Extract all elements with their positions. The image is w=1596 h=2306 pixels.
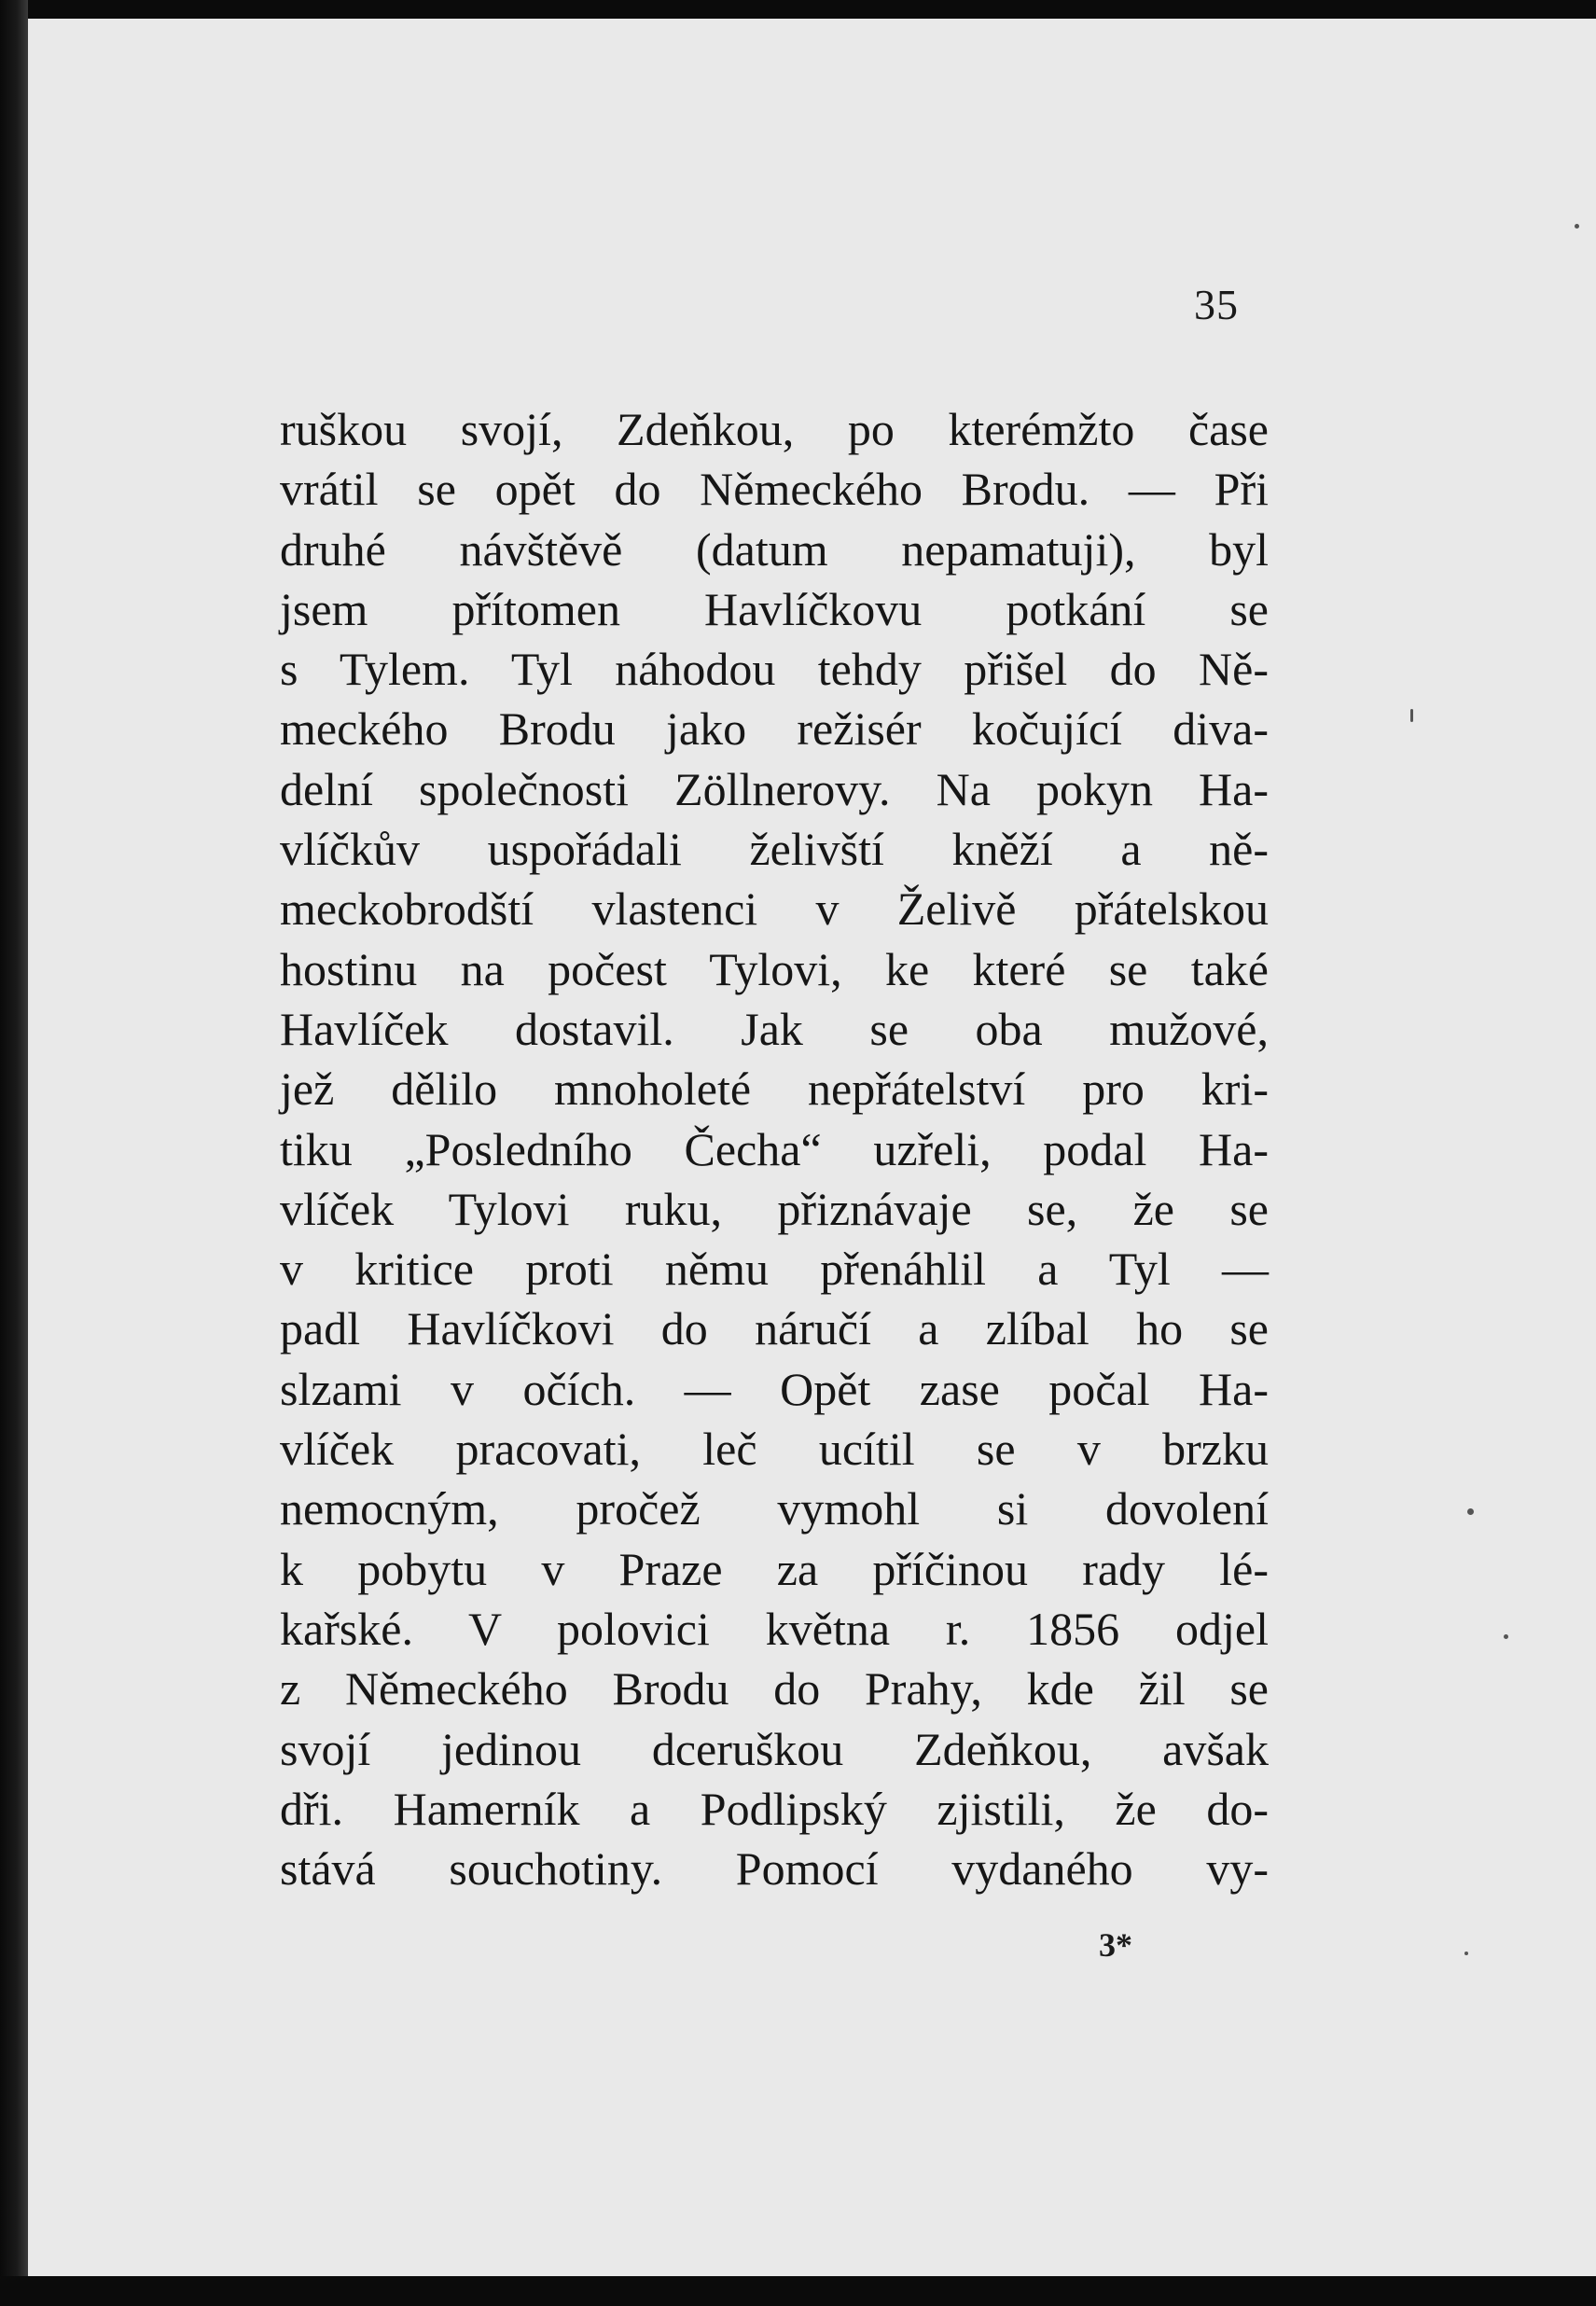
text-line: svojí jedinou dceruškou Zdeňkou, avšak [280, 1722, 1269, 1775]
text-line: ruškou svojí, Zdeňkou, po kterémžto čase [280, 403, 1269, 455]
scan-speck [1410, 709, 1413, 722]
scan-speck [1467, 1508, 1474, 1515]
text-line: vlíčkův uspořádali želivští kněží a ně- [280, 823, 1269, 876]
text-line: delní společnosti Zöllnerovy. Na pokyn Ha- [280, 762, 1269, 815]
text-line: tiku „Posledního Čecha“ uzřeli, podal Ha- [280, 1122, 1269, 1175]
text-line: vlíček Tylovi ruku, přiznávaje se, že se [280, 1182, 1269, 1235]
printer-signature-mark: 3* [1099, 1926, 1132, 1964]
body-text [280, 399, 1269, 1898]
scan-speck [1504, 1634, 1508, 1639]
text-line: vrátil se opět do Německého Brodu. — Při [280, 463, 1269, 516]
text-line: vlíček pracovati, leč ucítil se v brzku [280, 1423, 1269, 1476]
text-line: meckého Brodu jako režisér kočující diva- [280, 702, 1269, 756]
scan-border-top [0, 0, 1596, 19]
text-line: z Německého Brodu do Prahy, kde žil se [280, 1662, 1269, 1716]
text-line: druhé návštěvě (datum nepamatuji), byl [280, 522, 1269, 576]
text-line: padl Havlíčkovi do náručí a zlíbal ho se [280, 1302, 1269, 1355]
text-line: Havlíček dostavil. Jak se oba mužové, [280, 1002, 1269, 1055]
text-line: stává souchotiny. Pomocí vydaného vy- [280, 1842, 1269, 1896]
scan-border-left [0, 0, 28, 2306]
text-line: jsem přítomen Havlíčkovu potkání se [280, 582, 1269, 635]
page-number: 35 [1194, 281, 1239, 328]
text-line: hostinu na počest Tylovi, ke které se také [280, 942, 1269, 995]
text-line: nemocným, pročež vymohl si dovolení [280, 1482, 1269, 1535]
scan-speck [1464, 1952, 1468, 1955]
text-line: slzami v očích. — Opět zase počal Ha- [280, 1362, 1269, 1415]
scan-speck [1575, 224, 1579, 229]
text-line: s Tylem. Tyl náhodou tehdy přišel do Ně- [280, 643, 1269, 696]
text-line: meckobrodští vlastenci v Želivě přátelskou [280, 882, 1269, 936]
text-line: v kritice proti němu přenáhlil a Tyl — [280, 1243, 1269, 1296]
text-line: dři. Hamerník a Podlipský zjistili, že do- [280, 1782, 1269, 1835]
text-line: k pobytu v Praze za příčinou rady lé- [280, 1542, 1269, 1595]
text-line: kařské. V polovici května r. 1856 odjel [280, 1602, 1269, 1655]
text-line: jež dělilo mnoholeté nepřátelství pro kri- [280, 1063, 1269, 1116]
scan-border-bottom [0, 2276, 1596, 2306]
